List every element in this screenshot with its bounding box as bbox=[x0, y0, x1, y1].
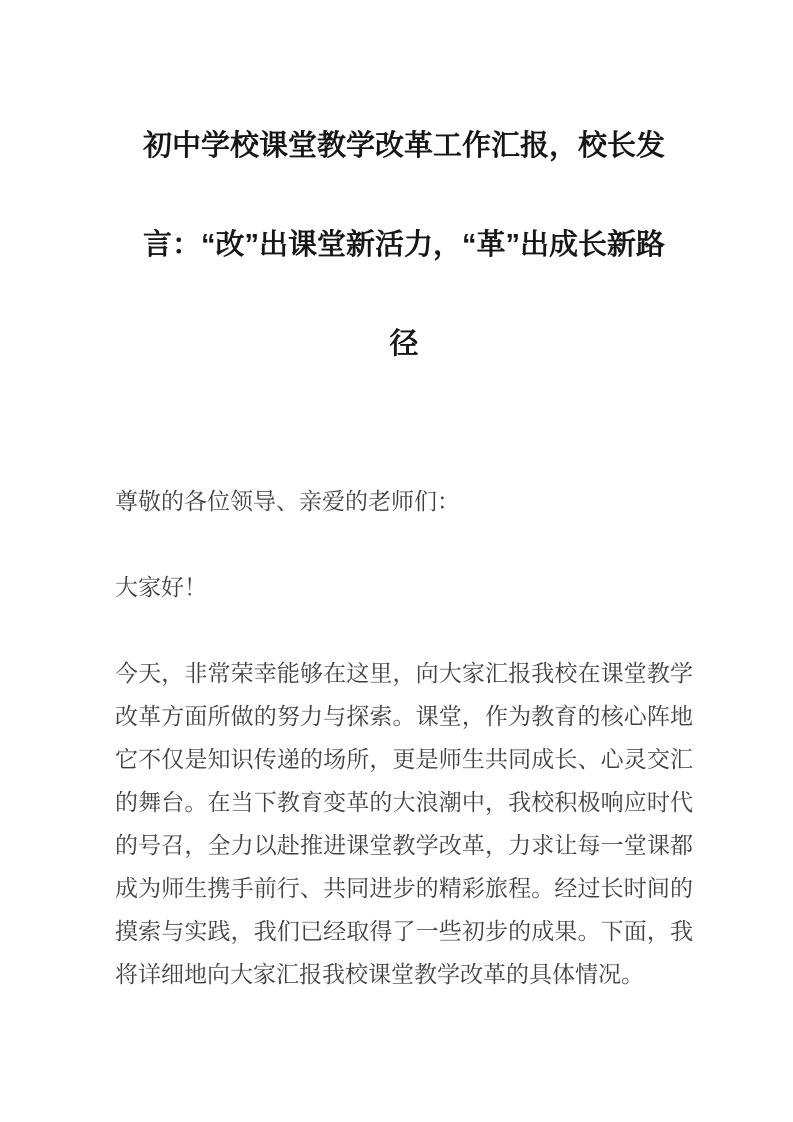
title-line-3: 径 bbox=[389, 328, 419, 360]
title-line-2: 言：“改”出课堂新活力，“革”出成长新路 bbox=[142, 229, 665, 261]
paragraph-report-intro: 今天，非常荣幸能够在这里，向大家汇报我校在课堂教学改革方面所做的努力与探索。课堂，作为教育的核心阵地它不仅是知识传递的场所，更是师生共同成长、心灵交汇的舞台。在当下教育变革的大浪潮中，我校积极响应时代的号召，全力以赴推进课堂教学改革，力求让每一堂课都成为师生携手前行、共同进步的精彩旅程。经过长时间的摸索与实践，我们已经取得了一些初步的成果。下面，我将详细地向大家汇报我校课堂教学改革的具体情况。 bbox=[115, 660, 693, 987]
title-line-1: 初中学校课堂教学改革工作汇报，校长发 bbox=[142, 130, 665, 162]
document-title bbox=[115, 97, 693, 394]
paragraph-salutation: 尊敬的各位领导、亲爱的老师们： bbox=[115, 488, 460, 514]
paragraph-greeting: 大家好！ bbox=[115, 574, 207, 600]
document-body bbox=[115, 480, 693, 996]
